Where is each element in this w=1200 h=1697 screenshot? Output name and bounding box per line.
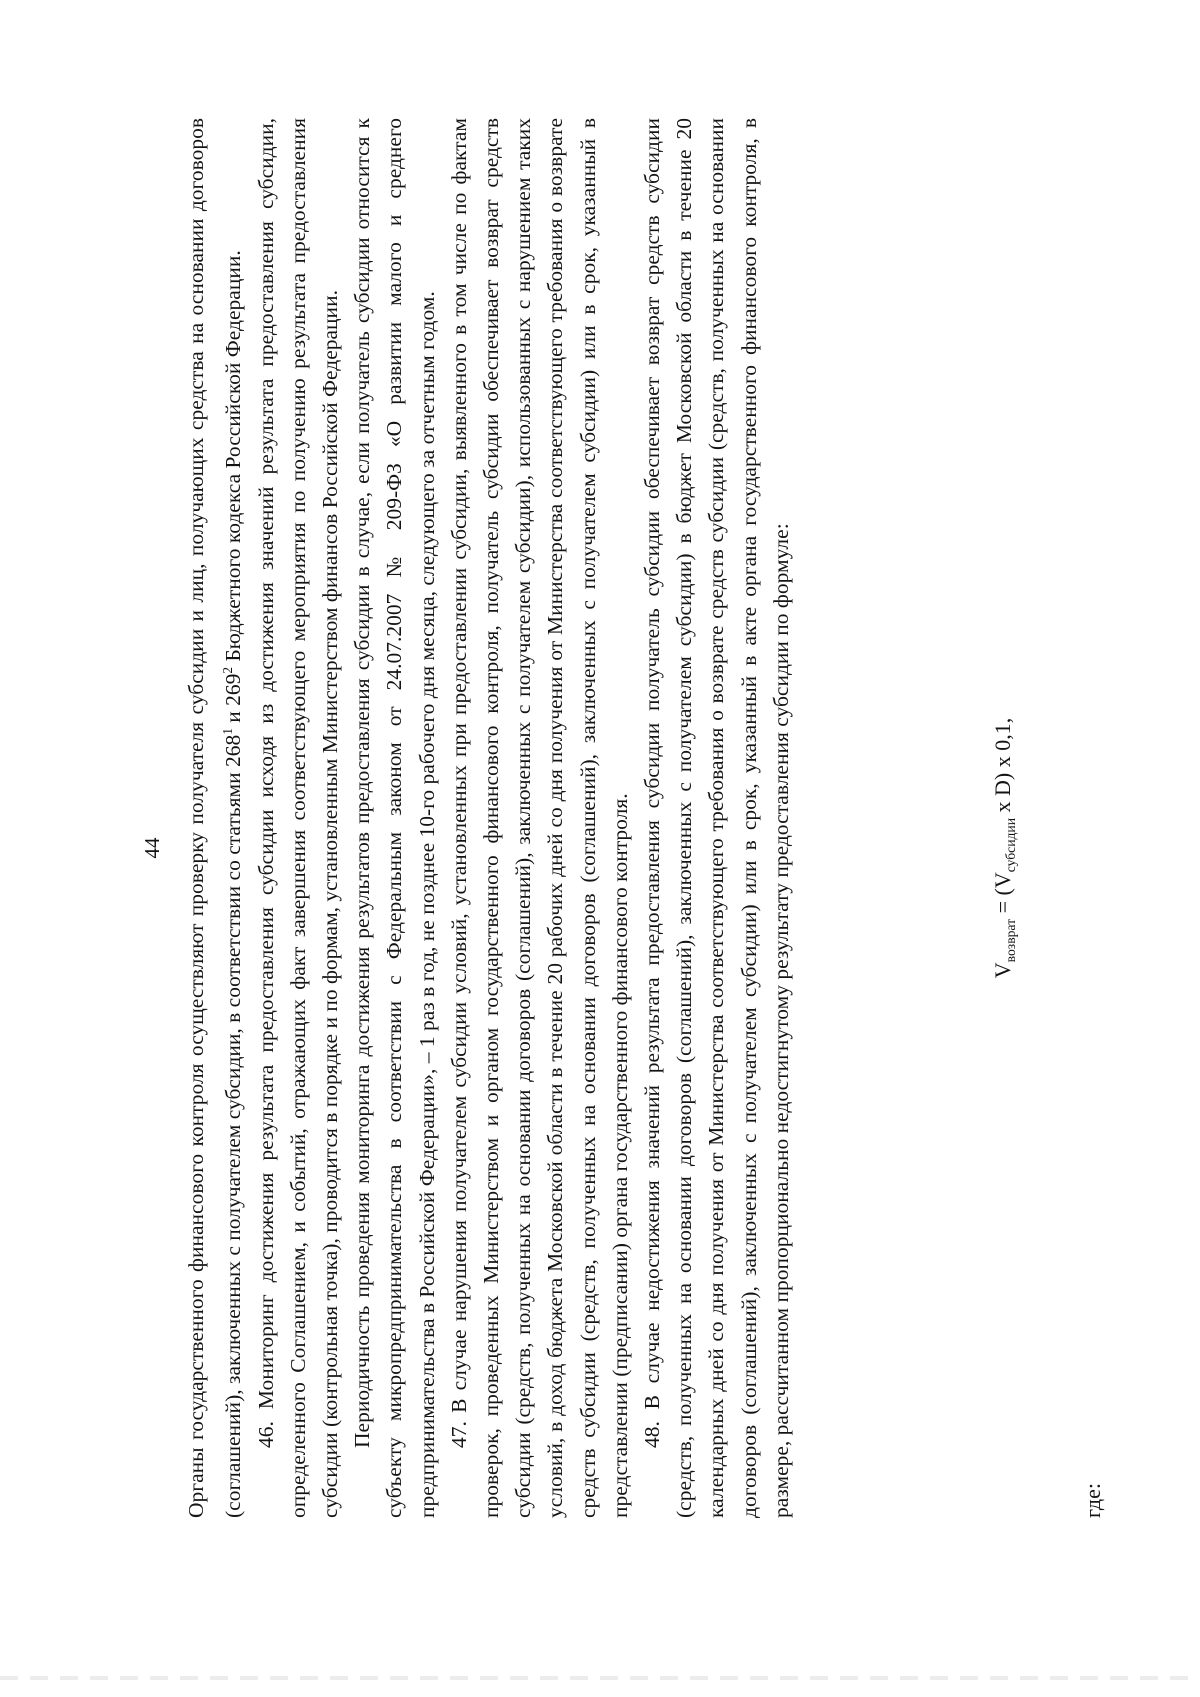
paragraph-monitoring-frequency: Периодичность проведения мониторинга достижения результатов предоставления субсидии в случае, если получатель субсидии относится к субъекту микропредпринимательства в соответствии с Федеральным законом от 24.07.2007 № 209-ФЗ «О развитии малого и среднего предпринимательства в Российской Федерации», – 1 раз в год, не позднее 10-го рабочего дня месяца, следующего за отчетным годом. <box>350 118 439 1518</box>
paragraph-text: Бюджетного кодекса Российской Федерации. <box>221 250 246 667</box>
formula-part: = (V <box>990 872 1015 919</box>
superscript: 2 <box>220 666 236 674</box>
formula-subscript: возврат <box>1002 918 1018 963</box>
scan-artifact-strip <box>0 1676 1200 1680</box>
refund-formula <box>990 108 1019 1588</box>
where-label: где: <box>1080 1483 1105 1518</box>
paragraph-48: 48. В случае недостижения значений результата предоставления субсидии получатель субсидии обеспечивает возврат средств субсидии (средств, полученных на основании договоров (соглашений), заключенных с получателем субсидии) в бюджет Московской области в течение 20 календарных дней со дня получения от Министерства соответствующего требования о возврате средств субсидии (средств, полученных на основании договоров (соглашений), заключенных с получателем субсидии) или в срок, указанный в акте органа государственного финансового контроля, в размере, рассчитанном пропорционально недостигнутому результату предоставления субсидии по формуле: <box>640 118 793 1518</box>
paragraph-audit-bodies <box>180 118 250 1518</box>
rotated-page-content <box>80 108 1120 1588</box>
paragraph-text: и 269 <box>221 673 246 729</box>
document-body <box>180 118 797 1518</box>
superscript: 1 <box>220 728 236 735</box>
formula-subscript: субсидии <box>1002 817 1018 873</box>
paragraph-46: 46. Мониторинг достижения результата предоставления субсидии исходя из достижения значений результата предоставления субсидии, определенного Соглашением, и событий, отражающих факт завершения соответствующего мероприятия по получению результата предоставления субсидии (контрольная точка), проводится в порядке и по формам, установленным Министерством финансов Российской Федерации. <box>253 118 342 1518</box>
formula-part: x D) x 0,1, <box>990 717 1015 818</box>
formula-part: V <box>990 962 1015 979</box>
paragraph-47: 47. В случае нарушения получателем субсидии условий, установленных при предоставлении субсидии, выявленного в том числе по фактам проверок, проведенных Министерством и органом государственного финансового контроля, получатель субсидии обеспечивает возврат средств субсидии (средств, полученных на основании договоров (соглашений), заключенных с получателем субсидии), использованных с нарушением таких условий, в доход бюджета Московской области в течение 20 рабочих дней со дня получения от Министерства соответствующего требования о возврате средств субсидии (средств, полученных на основании договоров (соглашений), заключенных с получателем субсидии) или в срок, указанный в представлении (предписании) органа государственного финансового контроля. <box>446 118 632 1518</box>
paragraph-text: Органы государственного финансового контроля осуществляют проверку получателя субсидии и лиц, получающих средства на основании договоров (соглашений), заключенных с получателем субсидии, в соответствии со статьями 268 <box>184 118 246 1518</box>
page-number: 44 <box>140 837 164 859</box>
